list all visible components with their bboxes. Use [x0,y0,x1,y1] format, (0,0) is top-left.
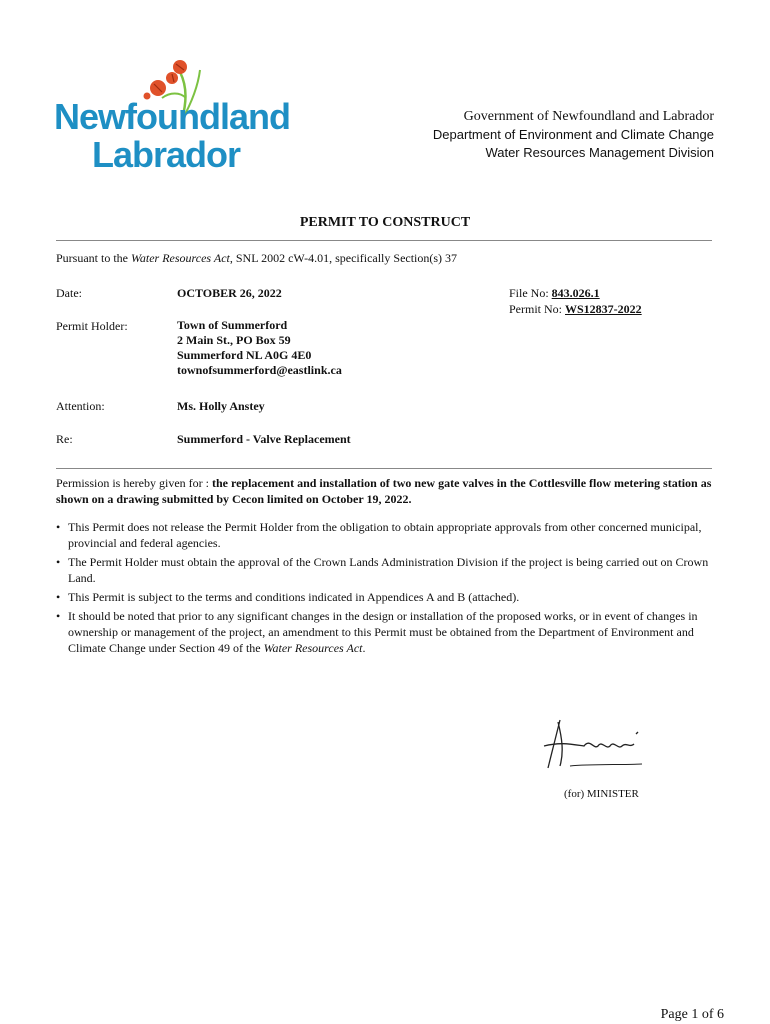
pursuant-line [56,251,457,266]
signature [540,716,650,772]
re-value: Summerford - Valve Replacement [177,432,351,446]
page-number: Page 1 of 6 [660,1007,724,1022]
divider-middle [56,468,712,469]
date-label: Date: [56,286,82,300]
holder-email: townofsummerford@eastlink.ca [177,363,342,377]
logo [54,58,290,175]
file-info [509,285,642,317]
holder-line: Town of Summerford [177,318,288,332]
header-block [433,108,714,162]
re-label: Re: [56,432,73,446]
bullet4-text: It should be noted that prior to any significant changes in the design or installation of the proposed works, or in event of changes in ownership or management of the project, an amendment to this Permit must be obtained from the Department of Environment and Climate Change under Section 49 of the [68,609,698,655]
permit-label: Permit No: [509,302,565,316]
signature-caption: (for) MINISTER [564,788,639,800]
permit-number: WS12837-2022 [565,302,642,316]
list-item [56,608,716,656]
logo-line1: Newfoundland [54,96,290,137]
bullet4-act: Water Resources Act [263,641,363,655]
pursuant-act: Water Resources Act [131,251,230,265]
list-item: • This Permit does not release the Permit Holder from the obligation to obtain appropriate approvals from other concerned municipal, provincial and federal agencies. [56,519,716,551]
list-item: • This Permit is subject to the terms and conditions indicated in Appendices A and B (attached). [56,589,716,605]
header-division: Water Resources Management Division [485,145,714,160]
holder-label: Permit Holder: [56,319,128,333]
permission-prefix: Permission is hereby given for : [56,476,212,490]
header-gov: Government of Newfoundland and Labrador [463,109,714,124]
logo-line2: Labrador [92,134,241,175]
holder-line: Summerford NL A0G 4E0 [177,348,312,362]
date-value: OCTOBER 26, 2022 [177,286,282,300]
page-title: PERMIT TO CONSTRUCT [299,215,471,230]
permission-paragraph [56,475,716,507]
file-label: File No: [509,286,552,300]
pursuant-suffix: , SNL 2002 cW-4.01, specifically Section(s) 37 [229,251,458,265]
file-number: 843.026.1 [551,286,600,300]
conditions-list [56,519,716,659]
header-dept: Department of Environment and Climate Change [432,127,714,142]
attention-value: Ms. Holly Anstey [177,399,265,413]
divider-top [56,240,712,241]
bullet4-end: . [362,641,366,655]
list-item: • The Permit Holder must obtain the approval of the Crown Lands Administration Division if the project is being carried out on Crown Land. [56,554,716,586]
holder-address [177,318,342,378]
pursuant-prefix: Pursuant to the [56,251,131,265]
attention-label: Attention: [56,399,105,413]
holder-line: 2 Main St., PO Box 59 [177,333,291,347]
permission-details: the replacement and installation of two new gate valves in the Cottlesville flow metering station as shown on a drawing submitted by Cecon limited on October 19, 2022. [56,476,712,506]
